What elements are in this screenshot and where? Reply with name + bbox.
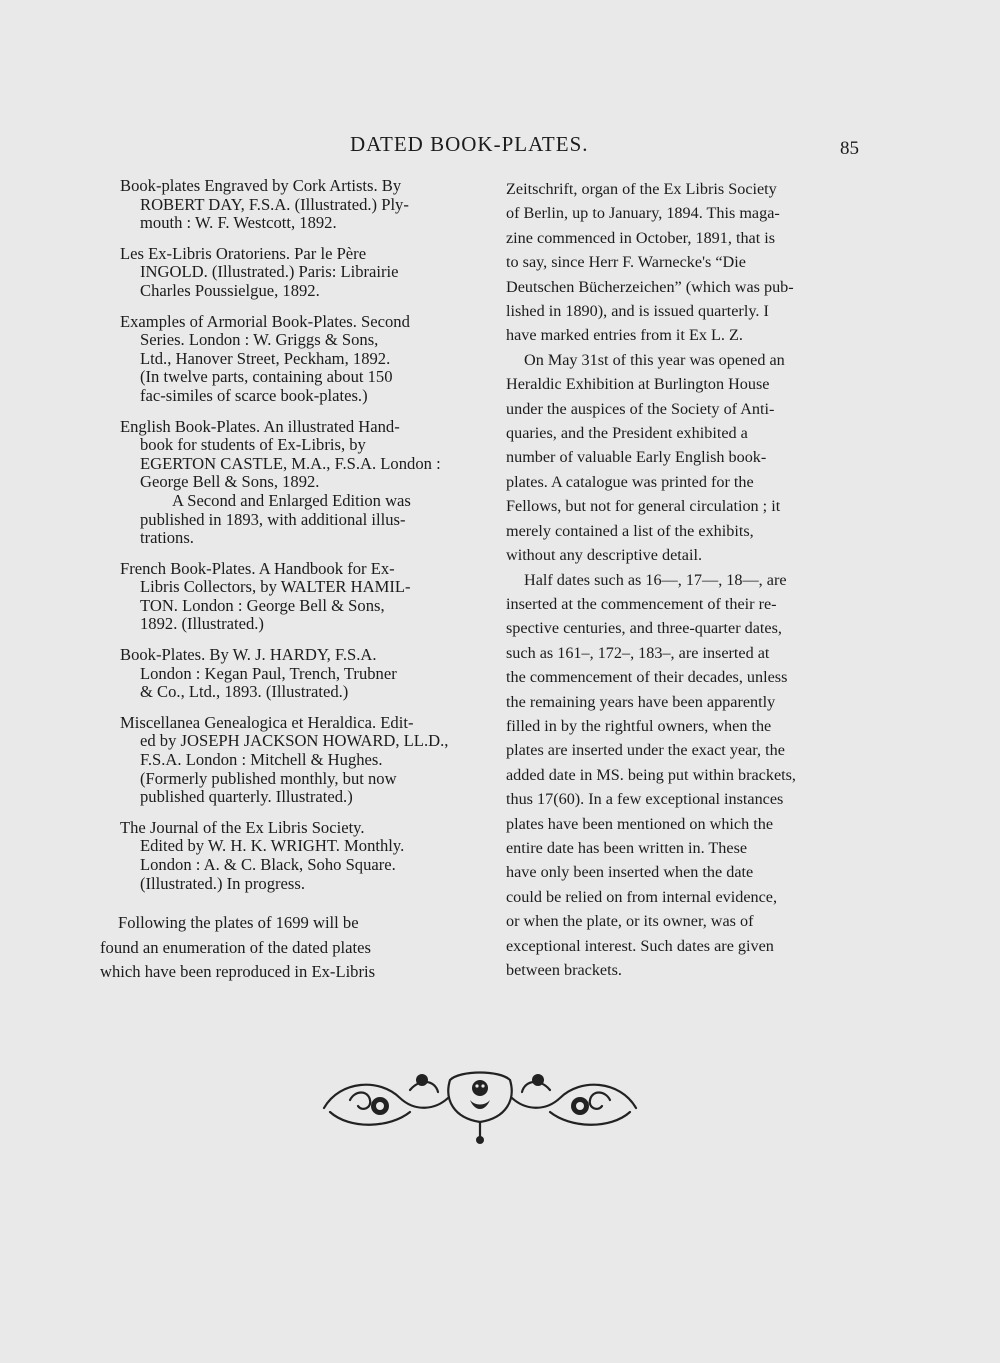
bibliography-entry	[100, 418, 460, 548]
paragraph-line: between brackets.	[506, 961, 622, 979]
entry-line: French Book-Plates. A Handbook for Ex-	[120, 558, 395, 578]
paragraph	[506, 568, 858, 983]
entry-line: Charles Poussielgue, 1892.	[140, 280, 320, 300]
paragraph-line: spective centuries, and three-quarter dates,	[506, 619, 782, 638]
entry-line: F.S.A. London : Mitchell & Hughes.	[140, 750, 383, 770]
closing-paragraph	[100, 911, 460, 984]
paragraph	[506, 348, 858, 568]
paragraph-line: could be relied on from internal evidence,	[506, 887, 778, 906]
bibliography-entry	[100, 177, 460, 233]
paragraph-line: inserted at the commencement of their re-	[506, 594, 777, 613]
floral-tailpiece-ornament-icon	[310, 1060, 650, 1150]
paragraph-line: the commencement of their decades, unless	[506, 668, 788, 687]
entry-line: Ltd., Hanover Street, Peckham, 1892.	[140, 348, 391, 368]
paragraph-line: entire date has been written in. These	[506, 838, 748, 857]
entry-line: mouth : W. F. Westcott, 1892.	[140, 213, 337, 233]
paragraph-line: to say, since Herr F. Warnecke's “Die	[506, 253, 746, 272]
running-head: DATED BOOK-PLATES.	[350, 132, 589, 156]
paragraph-line: plates have been mentioned on which the	[506, 814, 774, 833]
bibliography-entry	[100, 714, 460, 807]
entry-line: A Second and Enlarged Edition was	[172, 490, 411, 510]
paragraph-line: Deutschen Bücherzeichen” (which was pub-	[506, 277, 794, 296]
paragraph-line: Half dates such as 16—, 17—, 18—, are	[524, 570, 787, 589]
bibliography-entry	[100, 560, 460, 634]
paragraph-line: of Berlin, up to January, 1894. This maga-	[506, 204, 780, 223]
entry-line: London : Kegan Paul, Trench, Trubner	[140, 663, 397, 683]
entry-line: Examples of Armorial Book-Plates. Second	[120, 311, 410, 331]
paragraph-line: Zeitschrift, organ of the Ex Libris Society	[506, 180, 777, 198]
paragraph-line: exceptional interest. Such dates are given	[506, 936, 774, 955]
entry-line: & Co., Ltd., 1893. (Illustrated.)	[140, 682, 349, 702]
paragraph-line: On May 31st of this year was opened an	[524, 350, 785, 369]
paragraph-line: merely contained a list of the exhibits,	[506, 521, 754, 540]
entry-line: Book-plates Engraved by Cork Artists. By	[120, 176, 402, 195]
entry-line: (In twelve parts, containing about 150	[140, 367, 393, 387]
entry-line: ed by JOSEPH JACKSON HOWARD, LL.D.,	[140, 731, 449, 751]
paragraph	[506, 177, 858, 348]
paragraph-line: plates are inserted under the exact year, the	[506, 741, 785, 760]
page-number: 85	[840, 138, 859, 159]
entry-line: (Illustrated.) In progress.	[140, 873, 305, 893]
entry-line: published in 1893, with additional illus-	[140, 509, 406, 529]
right-column	[506, 177, 858, 982]
entry-line: London : A. & C. Black, Soho Square.	[140, 855, 396, 874]
paragraph-line: number of valuable Early English book-	[506, 448, 767, 467]
entry-line: INGOLD. (Illustrated.) Paris: Librairie	[140, 262, 399, 282]
paragraph-line: quaries, and the President exhibited a	[506, 424, 748, 443]
paragraph-line: have only been inserted when the date	[506, 863, 754, 882]
paragraph-line: thus 17(60). In a few exceptional instances	[506, 790, 784, 809]
entry-line: Les Ex-Libris Oratoriens. Par le Père	[120, 243, 367, 263]
bibliography-entry	[100, 819, 460, 893]
paragraph-line: added date in MS. being put within brackets,	[506, 765, 796, 784]
paragraph-line: which have been reproduced in Ex-Libris	[100, 962, 376, 981]
entry-line: The Journal of the Ex Libris Society.	[120, 817, 365, 837]
paragraph-line: without any descriptive detail.	[506, 546, 702, 565]
entry-line: ROBERT DAY, F.S.A. (Illustrated.) Ply-	[140, 194, 409, 214]
entry-line: Book-Plates. By W. J. HARDY, F.S.A.	[120, 645, 377, 665]
paragraph-line: such as 161–, 172–, 183–, are inserted at	[506, 643, 770, 662]
entry-line: (Formerly published monthly, but now	[140, 768, 397, 788]
entry-line: George Bell & Sons, 1892.	[140, 472, 320, 492]
entry-line: Series. London : W. Griggs & Sons,	[140, 330, 379, 350]
entry-line: trations.	[140, 528, 194, 548]
entry-line: Libris Collectors, by WALTER HAMIL-	[140, 577, 411, 597]
left-column	[100, 177, 460, 984]
entry-line: published quarterly. Illustrated.)	[140, 787, 353, 807]
paragraph-line: lished in 1890), and is issued quarterly. I	[506, 302, 769, 321]
bibliography-entry	[100, 245, 460, 301]
paragraph-line: Fellows, but not for general circulation ; it	[506, 497, 781, 516]
entry-line: EGERTON CASTLE, M.A., F.S.A. London :	[140, 453, 441, 473]
entry-line: fac-similes of scarce book-plates.)	[140, 385, 368, 405]
bibliography-entry	[100, 646, 460, 702]
paragraph-line: Heraldic Exhibition at Burlington House	[506, 375, 770, 394]
bibliography-entry	[100, 313, 460, 406]
paragraph-line: the remaining years have been apparently	[506, 692, 776, 711]
paragraph-line: zine commenced in October, 1891, that is	[506, 228, 776, 247]
entry-line: Miscellanea Genealogica et Heraldica. Edit-	[120, 712, 414, 732]
entry-line: 1892. (Illustrated.)	[140, 614, 264, 634]
entry-line: TON. London : George Bell & Sons,	[140, 595, 385, 615]
paragraph-line: found an enumeration of the dated plates	[100, 937, 371, 957]
paragraph-line: Following the plates of 1699 will be	[118, 913, 359, 933]
entry-line: English Book-Plates. An illustrated Hand-	[120, 416, 400, 436]
entry-line: Edited by W. H. K. WRIGHT. Monthly.	[140, 836, 405, 856]
paragraph-line: have marked entries from it Ex L. Z.	[506, 326, 743, 345]
paragraph-line: or when the plate, or its owner, was of	[506, 912, 754, 931]
paragraph-line: under the auspices of the Society of Anti-	[506, 399, 775, 418]
entry-line: book for students of Ex-Libris, by	[140, 435, 366, 455]
paragraph-line: plates. A catalogue was printed for the	[506, 472, 754, 491]
paragraph-line: filled in by the rightful owners, when the	[506, 716, 772, 735]
